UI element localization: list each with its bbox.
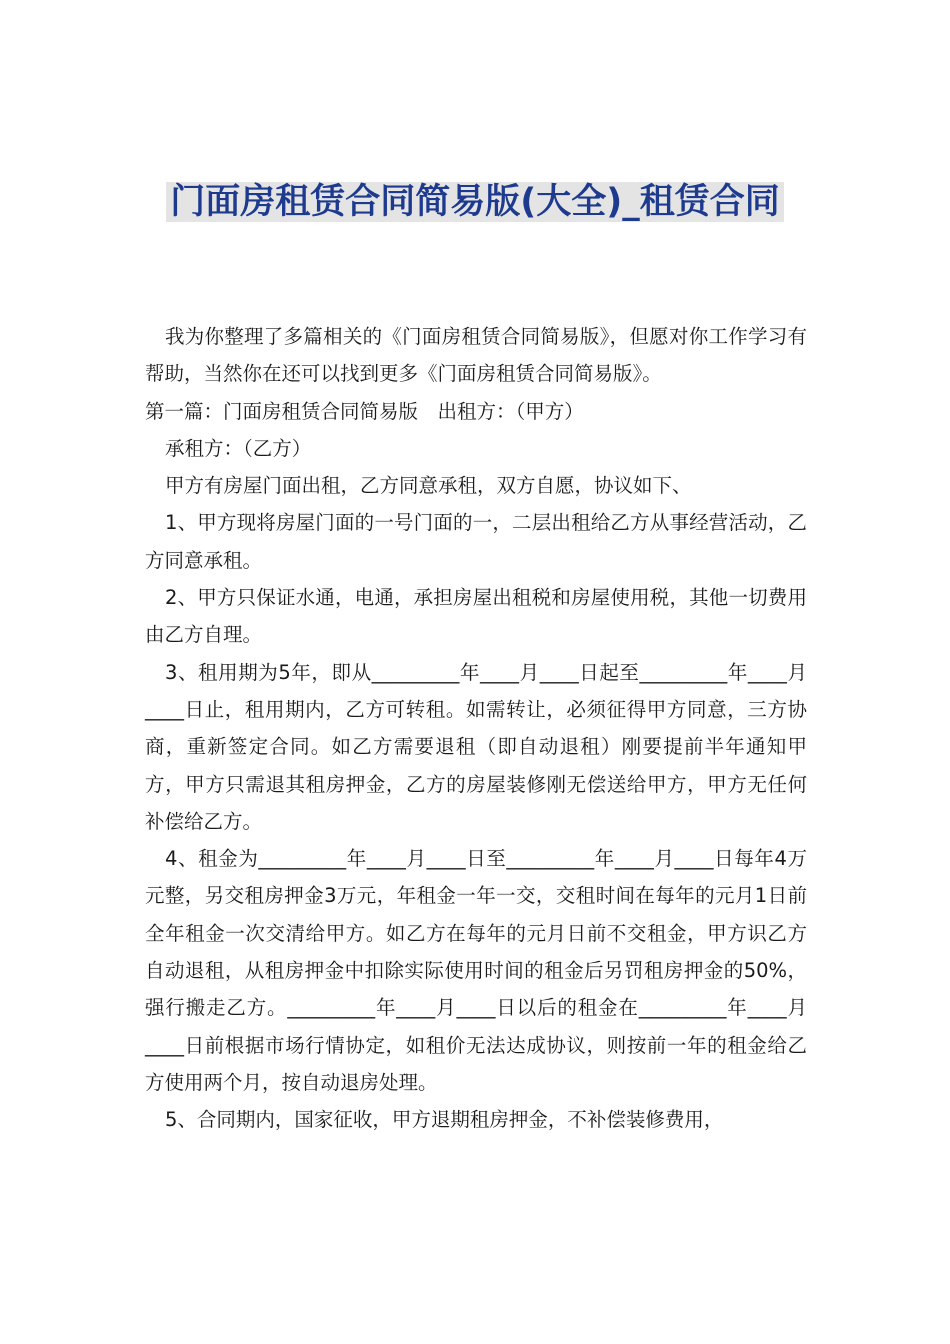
paragraph-clause-1: 1、甲方现将房屋门面的一号门面的一，二层出租给乙方从事经营活动，乙方同意承租。 [145,511,807,572]
paragraph-clause-5: 5、合同期内，国家征收，甲方退期租房押金，不补偿装修费用， [165,1108,724,1132]
paragraph-section-heading: 第一篇：门面房租赁合同简易版 出租方：（甲方） [145,399,584,423]
paragraph-intro: 我为你整理了多篇相关的《门面房租赁合同简易版》，但愿对你工作学习有帮助，当然你在还可以找到更多《门面房租赁合同简易版》。 [145,325,807,386]
paragraph-lessee: 承租方：（乙方） [165,436,312,460]
document-title-text: 门面房租赁合同简易版(大全)_租赁合同 [166,182,784,222]
paragraph-agreement: 甲方有房屋门面出租，乙方同意承租，双方自愿，协议如下、 [165,474,692,498]
paragraph-clause-2: 2、甲方只保证水通，电通，承担房屋出租税和房屋使用税，其他一切费用由乙方自理。 [145,586,807,647]
document-title [140,176,810,228]
document-body [145,318,807,1139]
paragraph-clause-3: 3、租用期为5年，即从_________年____月____日起至_________年____月____日止，租用期内，乙方可转租。如需转让，必须征得甲方同意，三方协商，重新签定合同。如乙方需要退租（即自动退租）刚要提前半年通知甲方，甲方只需退其租房押金，乙方的房屋装修刚无偿送给甲方，甲方无任何补偿给乙方。 [145,660,807,833]
paragraph-clause-4: 4、租金为_________年____月____日至_________年____月____日每年4万元整，另交租房押金3万元，年租金一年一交，交租时间在每年的元月1日前全年租金一次交清给甲方。如乙方在每年的元月日前不交租金，甲方识乙方自动退租，从租房押金中扣除实际使用时间的租金后另罚租房押金的50%，强行搬走乙方。_________年____月____日以后的租金在_________年____月____日前根据市场行情协定，如租价无法达成协议，则按前一年的租金给乙方使用两个月，按自动退房处理。 [145,847,807,1094]
